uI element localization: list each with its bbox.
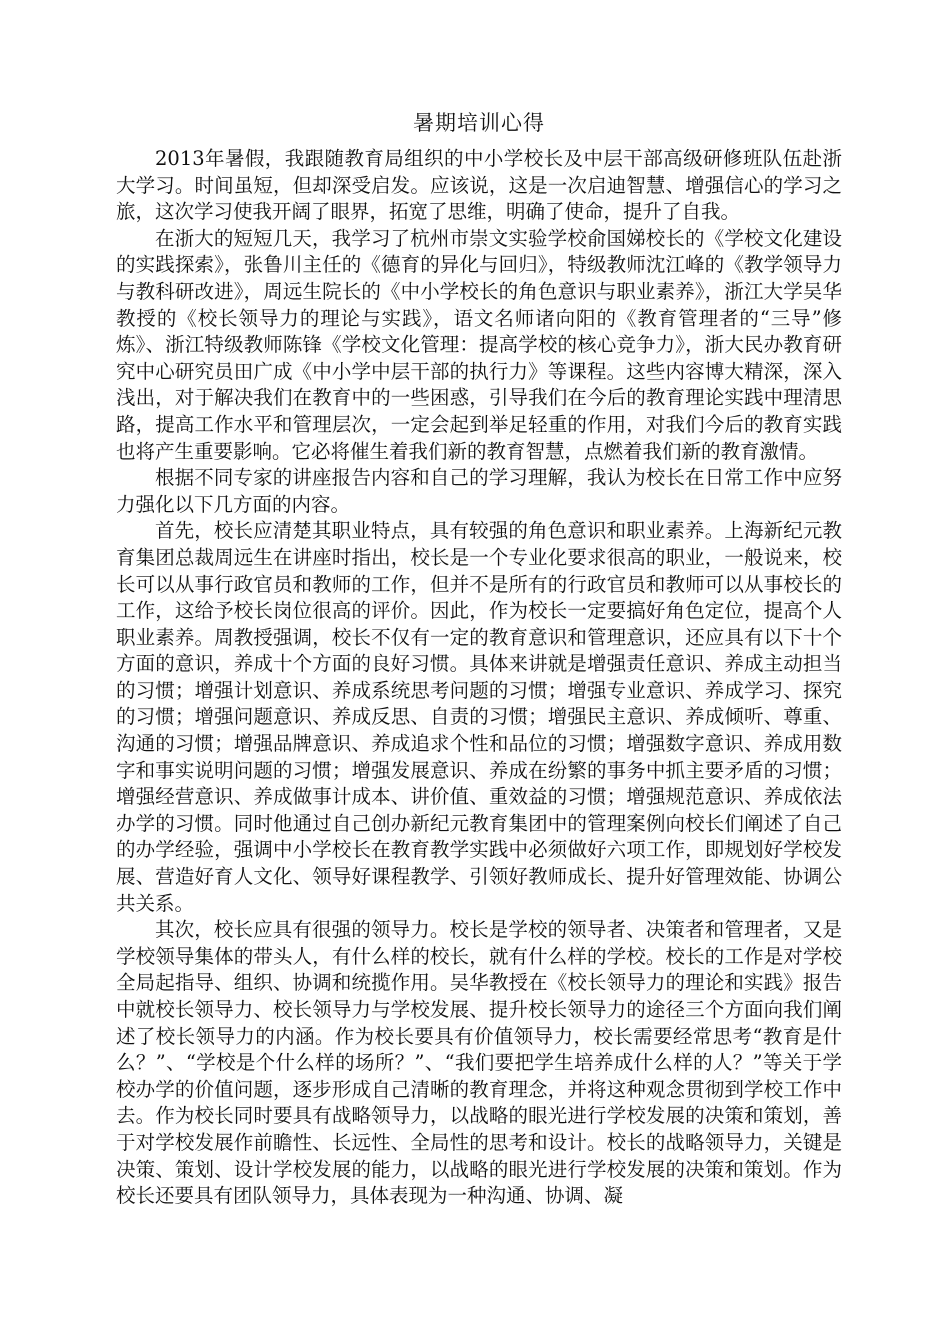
paragraph-second-point: 其次，校长应具有很强的领导力。校长是学校的领导者、决策者和管理者，又是学校领导集体的带头人，有什么样的校长，就有什么样的学校。校长的工作是对学校全局起指导、组织、协调和统揽作用。吴华教授在《校长领导力的理论和实践》报告中就校长领导力、校长领导力与学校发展、提升校长领导力的途径三个方面向我们阐述了校长领导力的内涵。作为校长要具有价值领导力，校长需要经常思考“教育是什么？”、“学校是个什么样的场所？”、“我们要把学生培养成什么样的人？”等关于学校办学的价值问题，逐步形成自己清晰的教育理念，并将这种观念贯彻到学校工作中去。作为校长同时要具有战略领导力，以战略的眼光进行学校发展的决策和策划，善于对学校发展作前瞻性、长远性、全局性的思考和设计。校长的战略领导力，关键是决策、策划、设计学校发展的能力，以战略的眼光进行学校发展的决策和策划。作为校长还要具有团队领导力，具体表现为一种沟通、协调、凝 <box>116 918 842 1208</box>
paragraph-first-point: 首先，校长应清楚其职业特点，具有较强的角色意识和职业素养。上海新纪元教育集团总裁周远生在讲座时指出，校长是一个专业化要求很高的职业，一般说来，校长可以从事行政官员和教师的工作，但并不是所有的行政官员和教师可以从事校长的工作，这给予校长岗位很高的评价。因此，作为校长一定要搞好角色定位，提高个人职业素养。周教授强调，校长不仅有一定的教育意识和管理意识，还应具有以下十个方面的意识，养成十个方面的良好习惯。具体来讲就是增强责任意识、养成主动担当的习惯；增强计划意识、养成系统思考问题的习惯；增强专业意识、养成学习、探究的习惯；增强问题意识、养成反思、自责的习惯；增强民主意识、养成倾听、尊重、沟通的习惯；增强品牌意识、养成追求个性和品位的习惯；增强数字意识、养成用数字和事实说明问题的习惯；增强发展意识、养成在纷繁的事务中抓主要矛盾的习惯；增强经营意识、养成做事计成本、讲价值、重效益的习惯；增强规范意识、养成依法办学的习惯。同时他通过自己创办新纪元教育集团中的管理案例向校长们阐述了自己的办学经验，强调中小学校长在教育教学实践中必须做好六项工作，即规划好学校发展、营造好育人文化、领导好课程教学、引领好教师成长、提升好管理效能、协调公共关系。 <box>116 519 842 915</box>
document-title: 暑期培训心得 <box>413 111 545 135</box>
paragraph-intro: 2013年暑假，我跟随教育局组织的中小学校长及中层干部高级研修班队伍赴浙大学习。时间虽短，但却深受启发。应该说，这是一次启迪智慧、增强信心的学习之旅，这次学习使我开阔了眼界，拓宽了思维，明确了使命，提升了自我。 <box>116 147 842 224</box>
document-page <box>116 108 842 1210</box>
paragraph-courses: 在浙大的短短几天，我学习了杭州市崇文实验学校俞国娣校长的《学校文化建设的实践探索》，张鲁川主任的《德育的异化与回归》，特级教师沈江峰的《教学领导力与教科研改进》，周远生院长的《中小学校长的角色意识与职业素养》，浙江大学吴华教授的《校长领导力的理论与实践》，语文名师诸向阳的《教育管理者的“三导”修炼》、浙江特级教师陈锋《学校文化管理：提高学校的核心竞争力》，浙大民办教育研究中心研究员田广成《中小学中层干部的执行力》等课程。这些内容博大精深，深入浅出，对于解决我们在教育中的一些困惑，引导我们在今后的教育理论实践中理清思路，提高工作水平和管理层次，一定会起到举足轻重的作用，对我们今后的教育实践也将产生重要影响。它必将催生着我们新的教育智慧，点燃着我们新的教育激情。 <box>116 226 842 463</box>
paragraph-summary: 根据不同专家的讲座报告内容和自己的学习理解，我认为校长在日常工作中应努力强化以下几方面的内容。 <box>116 466 842 516</box>
